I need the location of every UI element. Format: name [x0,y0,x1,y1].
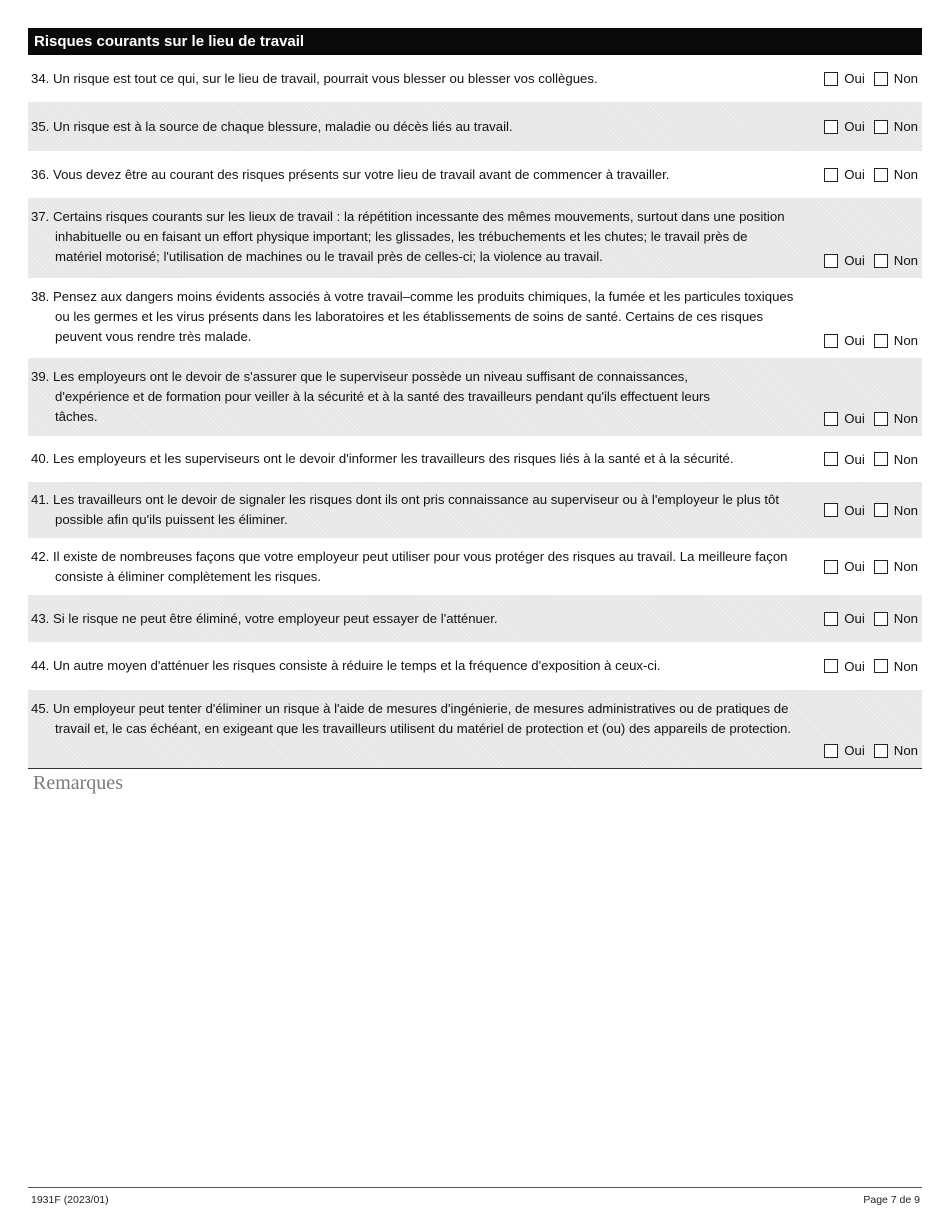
question-text-34: 34. Un risque est tout ce qui, sur le lieu de travail, pourrait vous blesser ou blesser vos collègues. [31,70,598,86]
answer-group-35 [806,102,922,151]
yes-option-40[interactable] [824,452,865,467]
answer-group-41 [806,482,922,538]
no-checkbox-43[interactable] [874,612,888,626]
question-row-42 [28,538,922,595]
question-text-36: 36. Vous devez être au courant des risques présents sur votre lieu de travail avant de commencer à travailler. [31,166,670,182]
no-label: Non [893,71,918,86]
no-option-34[interactable] [874,71,918,86]
no-option-41[interactable] [874,503,918,518]
yes-label: Oui [844,502,865,518]
question-row-34 [28,55,922,102]
question-list [28,55,922,769]
no-checkbox-42[interactable] [874,560,888,574]
footer-divider [28,1187,922,1188]
no-checkbox-34[interactable] [874,72,888,86]
yes-option-39[interactable] [824,411,865,426]
no-label: Non [893,253,918,268]
no-option-38[interactable] [874,333,918,348]
no-checkbox-44[interactable] [874,659,888,673]
question-text-43: 43. Si le risque ne peut être éliminé, votre employeur peut essayer de l'atténuer. [31,610,498,626]
no-option-43[interactable] [874,611,918,626]
no-checkbox-36[interactable] [874,168,888,182]
no-checkbox-41[interactable] [874,503,888,517]
answer-group-42 [806,538,922,595]
yes-checkbox-34[interactable] [824,72,838,86]
no-option-42[interactable] [874,559,918,574]
question-text-41: 41. Les travailleurs ont le devoir de signaler les risques dont ils ont pris connaissance au superviseur ou à l'employeur le plus tôt possible afin qu'ils puissent les éliminer. [31,492,780,527]
yes-label: Oui [844,743,865,758]
question-row-36 [28,151,922,198]
answer-group-40 [806,436,922,482]
yes-label: Oui [844,451,865,467]
risks-section [28,28,922,769]
no-option-44[interactable] [874,659,918,674]
no-label: Non [893,119,918,134]
yes-checkbox-42[interactable] [824,560,838,574]
yes-checkbox-45[interactable] [824,744,838,758]
question-row-43 [28,595,922,642]
form-number: 1931F (2023/01) [31,1194,109,1206]
answer-group-38 [806,278,922,358]
yes-checkbox-40[interactable] [824,452,838,466]
yes-option-41[interactable] [824,503,865,518]
yes-label: Oui [844,119,865,134]
answer-group-44 [806,642,922,690]
remarks-title: Remarques [33,772,123,794]
no-option-45[interactable] [874,743,918,758]
yes-checkbox-41[interactable] [824,503,838,517]
question-text-44: 44. Un autre moyen d'atténuer les risques consiste à réduire le temps et la fréquence d'exposition à ceux-ci. [31,658,661,673]
question-text-45: 45. Un employeur peut tenter d'éliminer un risque à l'aide de mesures d'ingénierie, de mesures administratives ou de pratiques de travail et, le cas échéant, en exigeant que les travailleurs utilisent du matériel de protection et (ou) des appareils de protection. [31,701,791,736]
no-label: Non [893,411,918,426]
yes-checkbox-36[interactable] [824,168,838,182]
question-row-44 [28,642,922,690]
question-row-41 [28,482,922,538]
yes-option-37[interactable] [824,253,865,268]
yes-checkbox-39[interactable] [824,412,838,426]
no-label: Non [893,611,918,626]
question-text-42: 42. Il existe de nombreuses façons que votre employeur peut utiliser pour vous protéger des risques au travail. La meilleure façon consiste à éliminer complètement les risques. [31,548,788,584]
yes-option-45[interactable] [824,743,865,758]
yes-checkbox-35[interactable] [824,120,838,134]
section-title: Risques courants sur le lieu de travail [28,28,922,55]
no-checkbox-38[interactable] [874,334,888,348]
no-checkbox-39[interactable] [874,412,888,426]
no-label: Non [893,559,918,574]
question-row-35 [28,102,922,151]
yes-label: Oui [844,333,865,348]
yes-checkbox-37[interactable] [824,254,838,268]
question-text-40: 40. Les employeurs et les superviseurs ont le devoir d'informer les travailleurs des risques liés à la santé et à la sécurité. [31,451,734,466]
answer-group-39 [806,358,922,436]
no-option-40[interactable] [874,452,918,467]
yes-label: Oui [844,411,865,426]
question-row-40 [28,436,922,482]
yes-label: Oui [844,611,865,626]
question-row-45 [28,690,922,768]
no-label: Non [893,743,918,758]
no-label: Non [893,167,918,182]
yes-checkbox-38[interactable] [824,334,838,348]
question-row-37 [28,198,922,278]
question-row-39 [28,358,922,436]
question-text-35: 35. Un risque est à la source de chaque blessure, maladie ou décès liés au travail. [31,118,513,134]
question-text-38: 38. Pensez aux dangers moins évidents associés à votre travail–comme les produits chimiques, la fumée et les particules toxiques ou les germes et les virus présents dans les laboratoires et les établissements de soins de santé. Certains de ces risques peuvent vous rendre très malade. [31,289,794,344]
no-label: Non [893,658,918,674]
no-option-35[interactable] [874,119,918,134]
no-label: Non [893,502,918,518]
no-checkbox-37[interactable] [874,254,888,268]
no-option-37[interactable] [874,253,918,268]
yes-option-36[interactable] [824,167,865,182]
question-text-39: 39. Les employeurs ont le devoir de s'assurer que le superviseur possède un niveau suffisant de connaissances, d'expérience et de formation pour veiller à la sécurité et à la santé des travailleurs pendant qu'ils effectuent leurs tâches. [31,369,711,424]
yes-option-38[interactable] [824,333,865,348]
no-option-39[interactable] [874,411,918,426]
answer-group-45 [806,690,922,768]
no-label: Non [893,333,918,348]
no-option-36[interactable] [874,167,918,182]
question-row-38 [28,278,922,358]
answer-group-43 [806,595,922,642]
page-number: Page 7 de 9 [863,1194,920,1206]
yes-checkbox-43[interactable] [824,612,838,626]
yes-label: Oui [844,559,865,574]
no-checkbox-40[interactable] [874,452,888,466]
no-checkbox-35[interactable] [874,120,888,134]
yes-option-34[interactable] [824,71,865,86]
yes-label: Oui [844,71,865,86]
question-text-37: 37. Certains risques courants sur les lieux de travail : la répétition incessante des mêmes mouvements, surtout dans une position inhabituelle ou en faisant un effort physique important; les glissades, les trébuchements et les chutes; le travail près de matériel motorisé; l'utilisation de machines ou le travail près de celles-ci; la violence au travail. [31,209,785,264]
answer-group-34 [806,55,922,102]
yes-label: Oui [844,167,865,182]
yes-option-42[interactable] [824,559,865,574]
yes-label: Oui [844,658,865,674]
yes-option-35[interactable] [824,119,865,134]
yes-label: Oui [844,253,865,268]
no-checkbox-45[interactable] [874,744,888,758]
yes-option-44[interactable] [824,659,865,674]
no-label: Non [893,451,918,467]
yes-checkbox-44[interactable] [824,659,838,673]
answer-group-36 [806,151,922,198]
answer-group-37 [806,198,922,278]
yes-option-43[interactable] [824,611,865,626]
